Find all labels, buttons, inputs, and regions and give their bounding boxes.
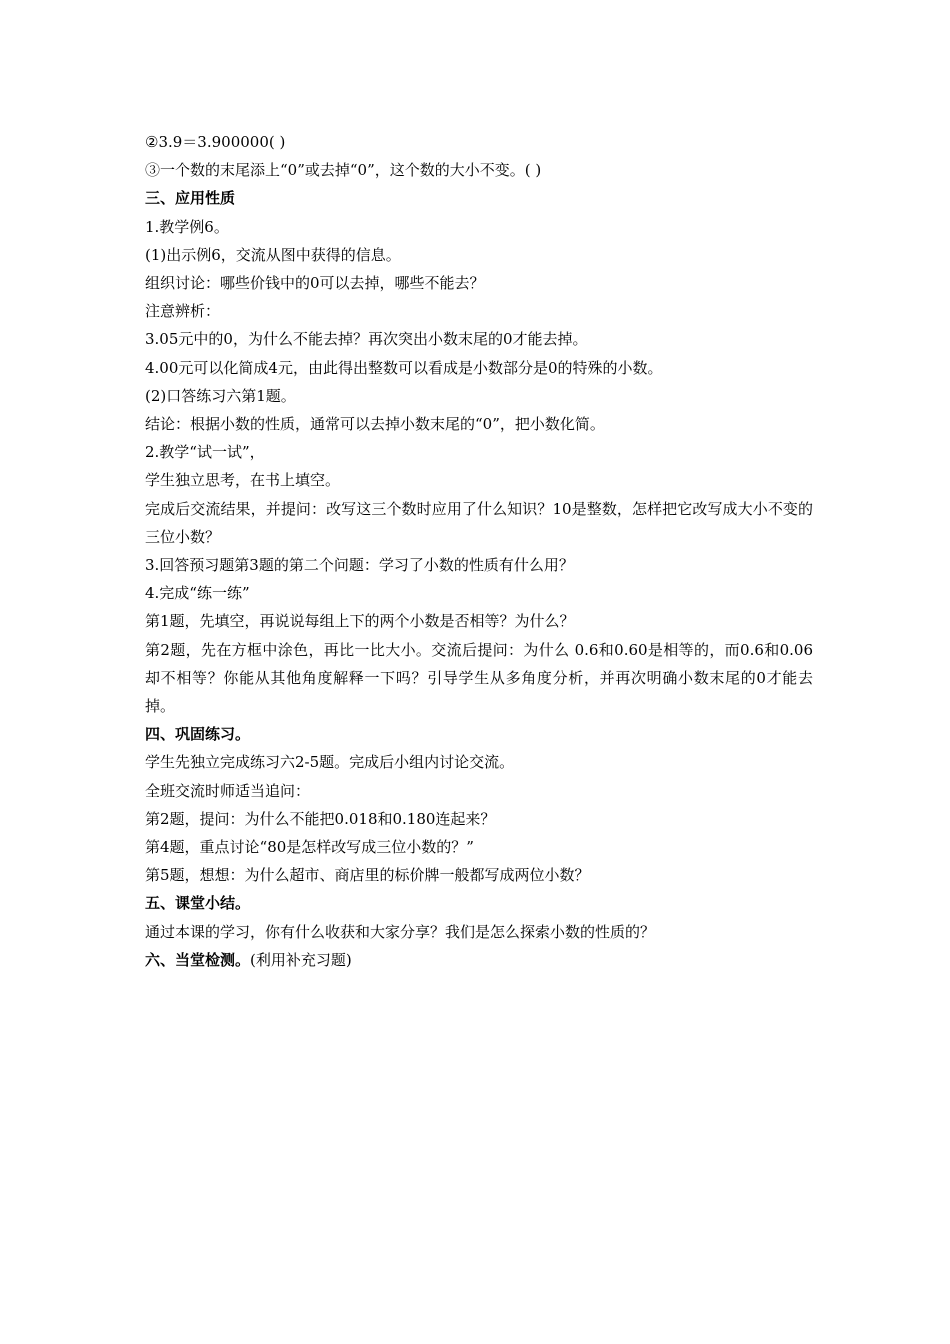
text-line: 学生独立思考，在书上填空。 bbox=[145, 471, 341, 490]
text-line: 3.回答预习题第3题的第二个问题：学习了小数的性质有什么用？ bbox=[145, 556, 574, 575]
text-paragraph: 第2题，先在方框中涂色，再比一比大小。交流后提问：为什么 0.6和0.60是相等的，而0.6和0.06却不相等？你能从其他角度解释一下吗？引导学生从多角度分析，并再次明确小数末尾的0才能去掉。 bbox=[145, 640, 813, 716]
text-line: 学生先独立完成练习六2-5题。完成后小组内讨论交流。 bbox=[145, 753, 515, 772]
text-line: 组织讨论：哪些价钱中的0可以去掉，哪些不能去？ bbox=[145, 274, 485, 293]
text-line: 第4题，重点讨论“80是怎样改写成三位小数的？” bbox=[145, 838, 474, 857]
section-heading: 五、课堂小结。 bbox=[145, 894, 251, 913]
text-line: 第5题，想想：为什么超市、商店里的标价牌一般都写成两位小数？ bbox=[145, 866, 590, 885]
text-line: 3.05元中的0，为什么不能去掉？再次突出小数末尾的0才能去掉。 bbox=[145, 330, 588, 349]
text-line: 结论：根据小数的性质，通常可以去掉小数末尾的“0”，把小数化简。 bbox=[145, 415, 605, 434]
text-line: 全班交流时师适当追问： bbox=[145, 781, 311, 800]
text-line: 4.00元可以化简成4元，由此得出整数可以看成是小数部分是0的特殊的小数。 bbox=[145, 358, 663, 377]
text-line: 4.完成“练一练” bbox=[145, 584, 250, 603]
text-line: (2)口答练习六第1题。 bbox=[145, 386, 296, 405]
section-heading: 四、巩固练习。 bbox=[145, 725, 251, 744]
text-line: 注意辨析： bbox=[145, 302, 221, 321]
text-line: 通过本课的学习，你有什么收获和大家分享？我们是怎么探索小数的性质的？ bbox=[145, 922, 656, 941]
section-heading: 三、应用性质 bbox=[145, 189, 236, 208]
text-line: 1.教学例6。 bbox=[145, 217, 229, 236]
section-heading: 六、当堂检测。(利用补充习题) bbox=[145, 950, 352, 969]
text-paragraph: 完成后交流结果，并提问：改写这三个数时应用了什么知识？10是整数，怎样把它改写成大小不变的三位小数？ bbox=[145, 499, 813, 546]
document-page bbox=[145, 128, 813, 974]
text-line: (1)出示例6，交流从图中获得的信息。 bbox=[145, 245, 401, 264]
text-line: 第2题，提问：为什么不能把0.018和0.180连起来？ bbox=[145, 809, 496, 828]
text-line: 2.教学“试一试”， bbox=[145, 443, 265, 462]
text-line: 第1题，先填空，再说说每组上下的两个小数是否相等？为什么？ bbox=[145, 612, 575, 631]
text-line: ②3.9＝3.900000( ) bbox=[145, 133, 286, 151]
text-line: ③一个数的末尾添上“0”或去掉“0”，这个数的大小不变。( ) bbox=[145, 161, 542, 180]
